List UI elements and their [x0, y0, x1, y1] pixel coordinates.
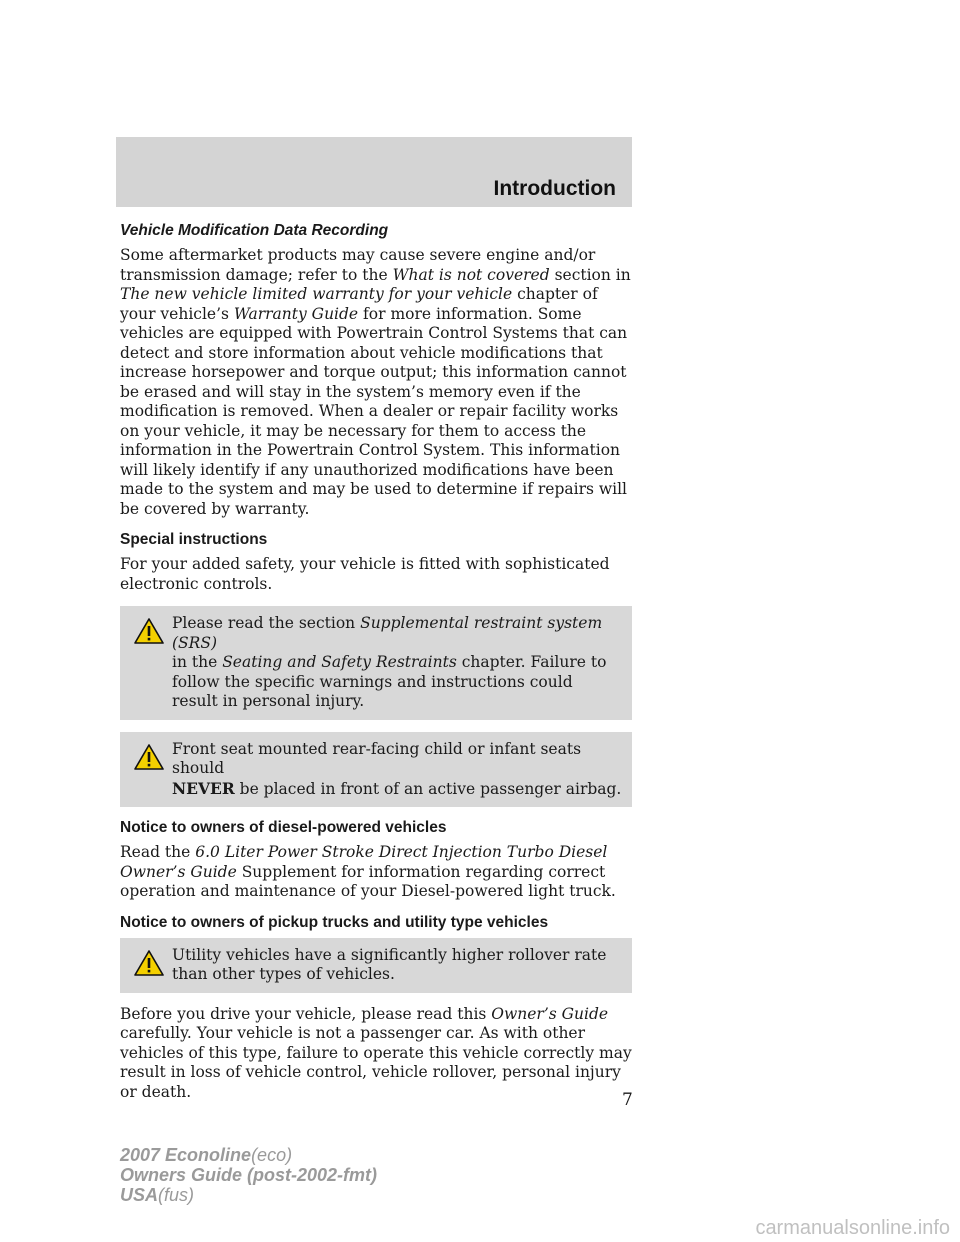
diesel-heading: Notice to owners of diesel-powered vehicles: [120, 819, 447, 836]
warning-box-srs: [120, 606, 632, 720]
warning-child-seat-text: Front seat mounted rear-facing child or infant seats should NEVER be placed in front of an active passenger airbag.: [172, 739, 622, 798]
warning-box-rollover: [120, 938, 632, 993]
pickup-paragraph: Before you drive your vehicle, please read this Owner’s Guide carefully. Your vehicle is not a passenger car. As with other vehicles of this type, failure to operate this vehicle correctly may result in loss of vehicle control, vehicle rollover, personal injury or death.: [120, 1004, 632, 1101]
special-instructions-paragraph: For your added safety, your vehicle is fitted with sophisticated electronic controls.: [120, 555, 610, 593]
warning-box-child-seat: [120, 732, 632, 808]
pickup-heading: Notice to owners of pickup trucks and utility type vehicles: [120, 913, 549, 931]
warning-triangle-icon: [134, 744, 164, 770]
diesel-paragraph: Read the 6.0 Liter Power Stroke Direct Injection Turbo Diesel Owner’s Guide Supplement for information regarding correct operation and maintenance of your Diesel-powered light truck.: [120, 843, 616, 900]
warning-triangle-icon: [134, 618, 164, 644]
watermark: carmanualsonline.info: [755, 1217, 950, 1239]
header-band: [116, 137, 632, 207]
vmdr-heading: Vehicle Modification Data Recording: [120, 222, 389, 239]
page-content: [120, 222, 632, 1114]
warning-rollover-text: Utility vehicles have a significantly higher rollover rate than other types of vehicles.: [172, 945, 607, 983]
footer-document-id: 2007 Econoline(eco) Owners Guide (post-2002-fmt) USA(fus): [120, 1145, 378, 1205]
vmdr-paragraph: Some aftermarket products may cause severe engine and/or transmission damage; refer to the What is not covered section in The new vehicle limited warranty for your vehicle chapter of your vehicle’s Warranty Guide for more information. Some vehicles are equipped with Powertrain Control Systems that can detect and store information about vehicle modifications that increase horsepower and torque output; this information cannot be erased and will stay in the system’s memory even if the modification is removed. When a dealer or repair facility works on your vehicle, it may be necessary for them to access the information in the Powertrain Control System. This information will likely identify if any unauthorized modifications have been made to the system and may be used to determine if repairs will be covered by warranty.: [120, 246, 631, 518]
special-instructions-heading: Special instructions: [120, 531, 268, 548]
warning-triangle-icon: [134, 950, 164, 976]
page-title: Introduction: [493, 177, 616, 200]
warning-srs-text: Please read the section Supplemental restraint system (SRS) in the Seating and Safety Restraints chapter. Failure to follow the specific warnings and instructions could result in personal injury.: [172, 614, 607, 710]
page-number: 7: [622, 1090, 633, 1110]
